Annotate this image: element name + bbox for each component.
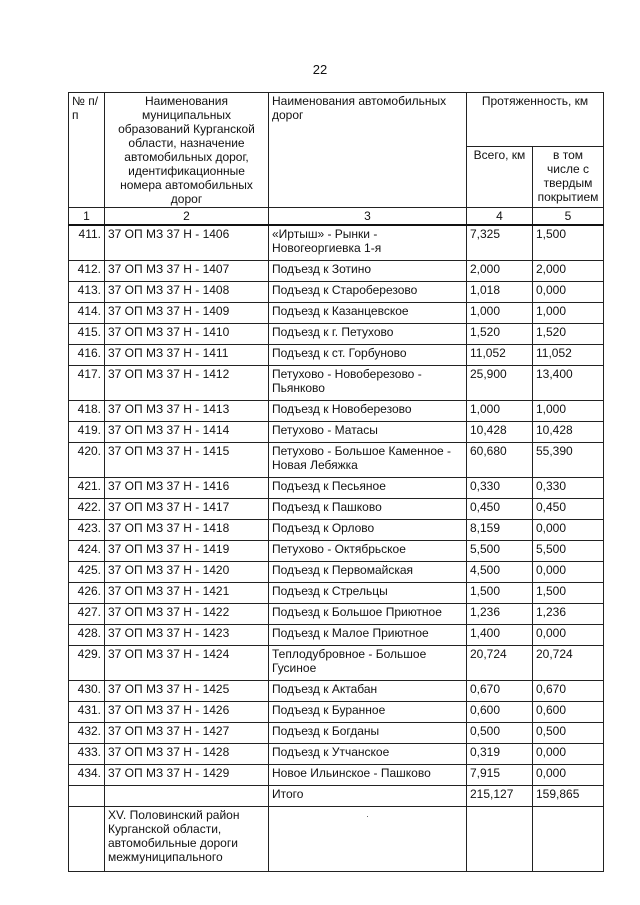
road-name: Подъезд к Первомайская — [269, 562, 467, 583]
length-total: 0,450 — [467, 499, 533, 520]
total-label: Итого — [269, 786, 467, 807]
road-id: 37 ОП МЗ 37 Н - 1419 — [105, 541, 269, 562]
table-row — [69, 345, 604, 366]
length-total: 4,500 — [467, 562, 533, 583]
section-title: XV. Половинский район Курганской области, автомобильные дороги межмуниципального — [105, 807, 269, 872]
road-id: 37 ОП МЗ 37 Н - 1415 — [105, 443, 269, 478]
row-number: 414. — [69, 303, 105, 324]
row-number: 418. — [69, 401, 105, 422]
row-number: 411. — [69, 225, 105, 261]
row-number: 412. — [69, 261, 105, 282]
header-paved: в том числе с твердым покрытием — [533, 147, 604, 208]
length-total: 1,000 — [467, 401, 533, 422]
length-paved: 0,670 — [533, 681, 604, 702]
road-name: Подъезд к Орлово — [269, 520, 467, 541]
road-id: 37 ОП МЗ 37 Н - 1408 — [105, 282, 269, 303]
length-total: 0,319 — [467, 744, 533, 765]
row-number: 421. — [69, 478, 105, 499]
table-row — [69, 324, 604, 345]
section-road-cell — [269, 807, 467, 872]
length-paved: 11,052 — [533, 345, 604, 366]
length-total: 2,000 — [467, 261, 533, 282]
row-number: 433. — [69, 744, 105, 765]
road-name: Подъезд к Актабан — [269, 681, 467, 702]
length-total: 5,500 — [467, 541, 533, 562]
section-row — [69, 807, 604, 872]
length-total: 1,236 — [467, 604, 533, 625]
section-total-cell — [467, 807, 533, 872]
header-row — [69, 93, 604, 147]
table-row — [69, 765, 604, 786]
section-num-cell — [69, 807, 105, 872]
length-total: 20,724 — [467, 646, 533, 681]
road-name: Подъезд к Зотино — [269, 261, 467, 282]
road-name: Подъезд к Староберезово — [269, 282, 467, 303]
road-id: 37 ОП МЗ 37 Н - 1422 — [105, 604, 269, 625]
road-name: Подъезд к ст. Горбуново — [269, 345, 467, 366]
road-id: 37 ОП МЗ 37 Н - 1425 — [105, 681, 269, 702]
row-number: 431. — [69, 702, 105, 723]
road-name: Петухово - Октябрьское — [269, 541, 467, 562]
table-row — [69, 723, 604, 744]
row-number: 427. — [69, 604, 105, 625]
row-number: 422. — [69, 499, 105, 520]
total-num-cell — [69, 786, 105, 807]
length-paved: 5,500 — [533, 541, 604, 562]
length-total: 10,428 — [467, 422, 533, 443]
row-number: 432. — [69, 723, 105, 744]
column-numbers-row — [69, 208, 604, 226]
table-row — [69, 422, 604, 443]
length-total: 7,915 — [467, 765, 533, 786]
colnum-4: 4 — [467, 208, 533, 226]
row-number: 417. — [69, 366, 105, 401]
length-paved: 1,000 — [533, 401, 604, 422]
row-number: 434. — [69, 765, 105, 786]
length-paved: 1,500 — [533, 225, 604, 261]
row-number: 425. — [69, 562, 105, 583]
road-id: 37 ОП МЗ 37 Н - 1411 — [105, 345, 269, 366]
table-row — [69, 366, 604, 401]
table-row — [69, 520, 604, 541]
length-total: 11,052 — [467, 345, 533, 366]
table-row — [69, 646, 604, 681]
road-name: Теплодубровное - Большое Гусиное — [269, 646, 467, 681]
length-paved: 0,000 — [533, 625, 604, 646]
row-number: 424. — [69, 541, 105, 562]
row-number: 413. — [69, 282, 105, 303]
length-paved: 0,000 — [533, 744, 604, 765]
length-paved: 1,500 — [533, 583, 604, 604]
length-paved: 1,000 — [533, 303, 604, 324]
length-total: 60,680 — [467, 443, 533, 478]
table-row — [69, 681, 604, 702]
length-paved: 0,450 — [533, 499, 604, 520]
row-number: 415. — [69, 324, 105, 345]
road-id: 37 ОП МЗ 37 Н - 1409 — [105, 303, 269, 324]
roads-table — [68, 92, 604, 872]
page-number: 22 — [312, 62, 328, 77]
total-id-cell — [105, 786, 269, 807]
length-paved: 1,236 — [533, 604, 604, 625]
length-paved: 2,000 — [533, 261, 604, 282]
road-name: Подъезд к Большое Приютное — [269, 604, 467, 625]
road-id: 37 ОП МЗ 37 Н - 1423 — [105, 625, 269, 646]
colnum-1: 1 — [69, 208, 105, 226]
length-paved: 0,000 — [533, 520, 604, 541]
section-paved-cell — [533, 807, 604, 872]
road-id: 37 ОП МЗ 37 Н - 1429 — [105, 765, 269, 786]
road-id: 37 ОП МЗ 37 Н - 1418 — [105, 520, 269, 541]
road-name: Петухово - Новоберезово - Пьянково — [269, 366, 467, 401]
length-total: 0,330 — [467, 478, 533, 499]
road-id: 37 ОП МЗ 37 Н - 1414 — [105, 422, 269, 443]
table-row — [69, 744, 604, 765]
road-name: Петухово - Матасы — [269, 422, 467, 443]
length-total: 1,520 — [467, 324, 533, 345]
road-name: Подъезд к Утчанское — [269, 744, 467, 765]
table-row — [69, 583, 604, 604]
road-id: 37 ОП МЗ 37 Н - 1416 — [105, 478, 269, 499]
road-id: 37 ОП МЗ 37 Н - 1424 — [105, 646, 269, 681]
length-paved: 55,390 — [533, 443, 604, 478]
road-id: 37 ОП МЗ 37 Н - 1426 — [105, 702, 269, 723]
length-paved: 0,500 — [533, 723, 604, 744]
road-name: Подъезд к Новоберезово — [269, 401, 467, 422]
road-name: Новое Ильинское - Пашково — [269, 765, 467, 786]
length-total: 0,500 — [467, 723, 533, 744]
table-row — [69, 225, 604, 261]
row-number: 430. — [69, 681, 105, 702]
total-paved-sum: 159,865 — [533, 786, 604, 807]
total-row — [69, 786, 604, 807]
length-total: 7,325 — [467, 225, 533, 261]
header-road-name: Наименования автомобильных дорог — [269, 93, 467, 208]
colnum-5: 5 — [533, 208, 604, 226]
colnum-2: 2 — [105, 208, 269, 226]
road-id: 37 ОП МЗ 37 Н - 1407 — [105, 261, 269, 282]
table-row — [69, 261, 604, 282]
road-id: 37 ОП МЗ 37 Н - 1427 — [105, 723, 269, 744]
colnum-3: 3 — [269, 208, 467, 226]
length-total: 8,159 — [467, 520, 533, 541]
road-name: Подъезд к Песьяное — [269, 478, 467, 499]
row-number: 423. — [69, 520, 105, 541]
road-name: Подъезд к Стрельцы — [269, 583, 467, 604]
table-row — [69, 604, 604, 625]
length-total: 0,670 — [467, 681, 533, 702]
row-number: 416. — [69, 345, 105, 366]
table-row — [69, 702, 604, 723]
road-name: «Иртыш» - Рынки - Новогеоргиевка 1-я — [269, 225, 467, 261]
road-id: 37 ОП МЗ 37 Н - 1412 — [105, 366, 269, 401]
road-name: Подъезд к Малое Приютное — [269, 625, 467, 646]
row-number: 429. — [69, 646, 105, 681]
row-number: 426. — [69, 583, 105, 604]
header-total: Всего, км — [467, 147, 533, 208]
row-number: 419. — [69, 422, 105, 443]
table-row — [69, 401, 604, 422]
table-row — [69, 478, 604, 499]
table-row — [69, 562, 604, 583]
road-id: 37 ОП МЗ 37 Н - 1428 — [105, 744, 269, 765]
road-id: 37 ОП МЗ 37 Н - 1410 — [105, 324, 269, 345]
road-name: Подъезд к Богданы — [269, 723, 467, 744]
length-paved: 1,520 — [533, 324, 604, 345]
table-row — [69, 282, 604, 303]
length-total: 25,900 — [467, 366, 533, 401]
length-total: 0,600 — [467, 702, 533, 723]
table-row — [69, 541, 604, 562]
road-id: 37 ОП МЗ 37 Н - 1421 — [105, 583, 269, 604]
length-paved: 13,400 — [533, 366, 604, 401]
road-name: Петухово - Большое Каменное - Новая Лебяжка — [269, 443, 467, 478]
length-paved: 0,000 — [533, 282, 604, 303]
road-name: Подъезд к г. Петухово — [269, 324, 467, 345]
table-row — [69, 443, 604, 478]
road-id: 37 ОП МЗ 37 Н - 1420 — [105, 562, 269, 583]
road-id: 37 ОП МЗ 37 Н - 1413 — [105, 401, 269, 422]
header-num: № п/п — [69, 93, 105, 208]
length-paved: 0,330 — [533, 478, 604, 499]
length-total: 1,018 — [467, 282, 533, 303]
length-paved: 0,000 — [533, 765, 604, 786]
road-id: 37 ОП МЗ 37 Н - 1406 — [105, 225, 269, 261]
length-paved: 0,600 — [533, 702, 604, 723]
table-body — [69, 225, 604, 786]
length-total: 1,000 — [467, 303, 533, 324]
table-row — [69, 303, 604, 324]
road-name: Подъезд к Казанцевское — [269, 303, 467, 324]
header-length: Протяженность, км — [467, 93, 604, 147]
table-row — [69, 625, 604, 646]
road-name: Подъезд к Пашково — [269, 499, 467, 520]
length-paved: 10,428 — [533, 422, 604, 443]
road-id: 37 ОП МЗ 37 Н - 1417 — [105, 499, 269, 520]
total-sum: 215,127 — [467, 786, 533, 807]
road-name: Подъезд к Буранное — [269, 702, 467, 723]
length-paved: 20,724 — [533, 646, 604, 681]
length-total: 1,400 — [467, 625, 533, 646]
row-number: 420. — [69, 443, 105, 478]
table-row — [69, 499, 604, 520]
length-paved: 0,000 — [533, 562, 604, 583]
header-municipal: Наименования муниципальных образований Курганской области, назначение автомобильных дорог, идентификационные номера автомобильных дорог — [105, 93, 269, 208]
length-total: 1,500 — [467, 583, 533, 604]
section-mark: · — [366, 812, 369, 821]
row-number: 428. — [69, 625, 105, 646]
